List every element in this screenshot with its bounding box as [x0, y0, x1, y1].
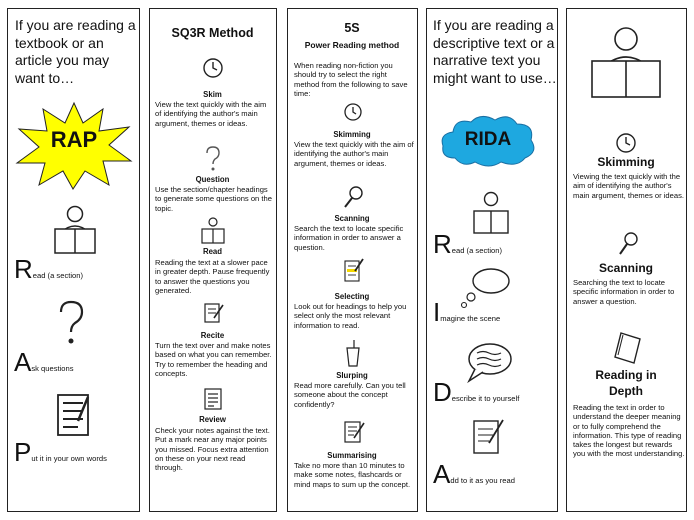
scanning-text: Searching the text to locate specific information in order to answer a question. — [573, 278, 675, 306]
sq3r-skim-text: View the text quickly with the aim of identifying the author's main argument, themes or ideas. — [155, 100, 267, 128]
sq3r-skim-heading: Skim — [203, 90, 222, 99]
5s-summarising-heading: Summarising — [327, 451, 377, 460]
writing-paper-icon — [471, 417, 505, 457]
clock-icon — [343, 102, 363, 122]
sq3r-review-heading: Review — [199, 415, 226, 424]
rida-step-r: Read (a section) — [433, 229, 503, 259]
panel-rida — [426, 8, 558, 512]
sq3r-title: SQ3R Method — [171, 26, 254, 40]
cup-straw-icon — [344, 339, 362, 367]
reading-in-depth-heading: Reading in Depth — [595, 368, 657, 398]
panel-reading-types — [566, 8, 687, 512]
rap-step-r: Read (a section) — [14, 254, 84, 284]
5s-skimming-text: View the text quickly with the aim of identifying the author's main argument, themes or ideas. — [294, 140, 414, 168]
panel-5s — [287, 8, 418, 512]
question-mark-icon — [56, 299, 86, 347]
reader-icon — [589, 25, 663, 101]
sq3r-read-heading: Read — [202, 247, 223, 256]
question-mark-icon — [204, 145, 222, 173]
rida-step-d: Describe it to yourself — [433, 377, 520, 407]
notepad-icon — [342, 419, 366, 445]
reader-icon — [200, 217, 226, 245]
rida-step-i: Imagine the scene — [433, 297, 501, 327]
5s-subtitle: Power Reading method — [304, 40, 400, 50]
reading-in-depth-text: Reading the text in order to understand the deeper meaning or to fully comprehend the information. This type of reading takes the longest but rewards you with the most understanding. — [573, 403, 685, 459]
book-icon — [612, 331, 644, 365]
5s-scanning-heading: Scanning — [334, 214, 370, 223]
reader-icon — [52, 205, 98, 255]
5s-selecting-heading: Selecting — [334, 292, 370, 301]
sq3r-recite-text: Turn the text over and make notes based on what you can remember. Try to remember the heading and concepts. — [155, 341, 272, 378]
sq3r-read-text: Reading the text at a slower pace in greater depth. Pause frequently to answer the questions you generated. — [155, 258, 270, 295]
checklist-icon — [202, 387, 226, 411]
clock-icon — [615, 132, 637, 154]
5s-slurping-text: Read more carefully. Can you tell someone about the concept confidently? — [294, 381, 406, 409]
panel-rap — [7, 8, 140, 512]
panel-sq3r — [149, 8, 277, 512]
5s-skimming-heading: Skimming — [333, 130, 371, 139]
notepad-icon — [202, 301, 226, 325]
rap-step-a: Ask questions — [14, 347, 74, 377]
5s-slurping-heading: Slurping — [336, 371, 368, 380]
5s-scanning-text: Search the text to locate specific information in order to answer a question. — [294, 224, 404, 252]
scanning-heading: Scanning — [598, 261, 653, 275]
sq3r-recite-heading: Recite — [200, 331, 225, 340]
5s-selecting-text: Look out for headings to help you select only the most relevant information to read. — [294, 302, 407, 330]
rida-badge: RIDA — [464, 129, 512, 150]
5s-title: 5S — [344, 21, 360, 35]
rap-step-p: Put it in your own words — [14, 437, 107, 467]
skimming-heading: Skimming — [597, 155, 655, 169]
magnifier-icon — [617, 231, 639, 257]
5s-intro: When reading non-fiction you should try to select the right method from the following to save time: — [294, 61, 408, 98]
sq3r-question-text: Use the section/chapter headings to generate some questions on the topic. — [155, 185, 272, 213]
highlighter-icon — [343, 257, 365, 283]
speech-bubble-icon — [463, 341, 513, 383]
rida-step-a: Add to it as you read — [433, 459, 515, 489]
checklist-icon — [54, 391, 94, 437]
sq3r-review-text: Check your notes against the text. Put a mark near any major points you missed. Focus extra attention on these on your next read through. — [155, 426, 270, 472]
skimming-text: Viewing the text quickly with the aim of identifying the author's main argument, themes or ideas. — [573, 172, 685, 200]
rap-badge: RAP — [50, 127, 98, 152]
5s-summarising-text: Take no more than 10 minutes to make some notes, flashcards or mind maps to sum up the concept. — [294, 461, 411, 489]
reader-icon — [471, 191, 511, 235]
clock-icon — [202, 57, 224, 79]
magnifier-icon — [343, 185, 365, 209]
rap-intro: If you are reading a textbook or an article you may want to… — [15, 17, 136, 86]
sq3r-question-heading: Question — [195, 175, 230, 184]
rida-intro: If you are reading a descriptive text or a narrative text you might want to use… — [433, 17, 557, 86]
